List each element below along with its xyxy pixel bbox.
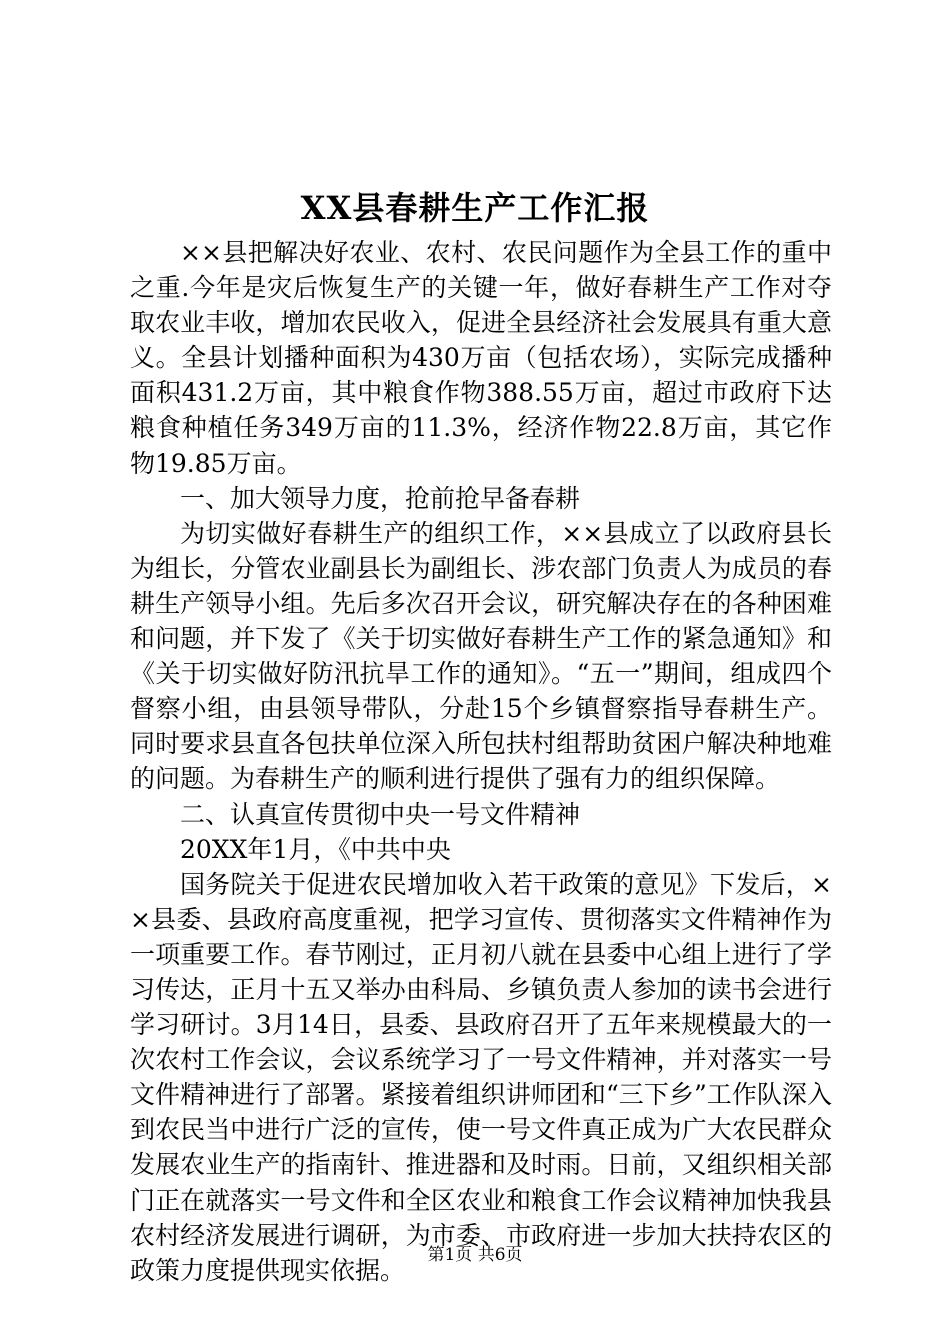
page-number: 第1页 共6页 — [427, 1245, 523, 1265]
document-body — [130, 235, 832, 1288]
paragraph-section-2: 国务院关于促进农民增加收入若干政策的意见》下发后，××县委、县政府高度重视，把学习宣传、贯彻落实文件精神作为一项重要工作。春节刚过，正月初八就在县委中心组上进行了学习传达，正月十五又举办由科局、乡镇负责人参加的读书会进行学习研讨。3月14日，县委、县政府召开了五年来规模最大的一次农村工作会议，会议系统学习了一号文件精神，并对落实一号文件精神进行了部署。紧接着组织讲师团和“三下乡”工作队深入到农民当中进行广泛的宣传，使一号文件真正成为广大农民群众发展农业生产的指南针、推进器和及时雨。日前，又组织相关部门正在就落实一号文件和全区农业和粮食工作会议精神加快我县农村经济发展进行调研，为市委、市政府进一步加大扶持农区的政策力度提供现实依据。 — [130, 869, 832, 1285]
section-heading-1: 一、加大领导力度，抢前抢早备春耕 — [180, 483, 581, 513]
paragraph-intro: ××县把解决好农业、农村、农民问题作为全县工作的重中之重.今年是灾后恢复生产的关键一年，做好春耕生产工作对夺取农业丰收，增加农民收入，促进全县经济社会发展具有重大意义。全县计划播种面积为430万亩（包括农场），实际完成播种面积431.2万亩，其中粮食作物388.55万亩，超过市政府下达粮食种植任务349万亩的11.3%，经济作物22.8万亩，其它作物19.85万亩。 — [130, 238, 832, 478]
section-heading-2: 二、认真宣传贯彻中央一号文件精神 — [180, 799, 581, 829]
document-title: XX县春耕生产工作汇报 — [300, 189, 650, 227]
paragraph-date-line: 20XX年1月，《中共中央 — [180, 834, 451, 864]
paragraph-section-1: 为切实做好春耕生产的组织工作，××县成立了以政府县长为组长，分管农业副县长为副组长、涉农部门负责人为成员的春耕生产领导小组。先后多次召开会议，研究解决存在的各种困难和问题，并下发了《关于切实做好春耕生产工作的紧急通知》和《关于切实做好防汛抗旱工作的通知》。“五一”期间，组成四个督察小组，由县领导带队，分赴15个乡镇督察指导春耕生产。同时要求县直各包扶单位深入所包扶村组帮助贫困户解决种地难的问题。为春耕生产的顺利进行提供了强有力的组织保障。 — [130, 518, 832, 794]
